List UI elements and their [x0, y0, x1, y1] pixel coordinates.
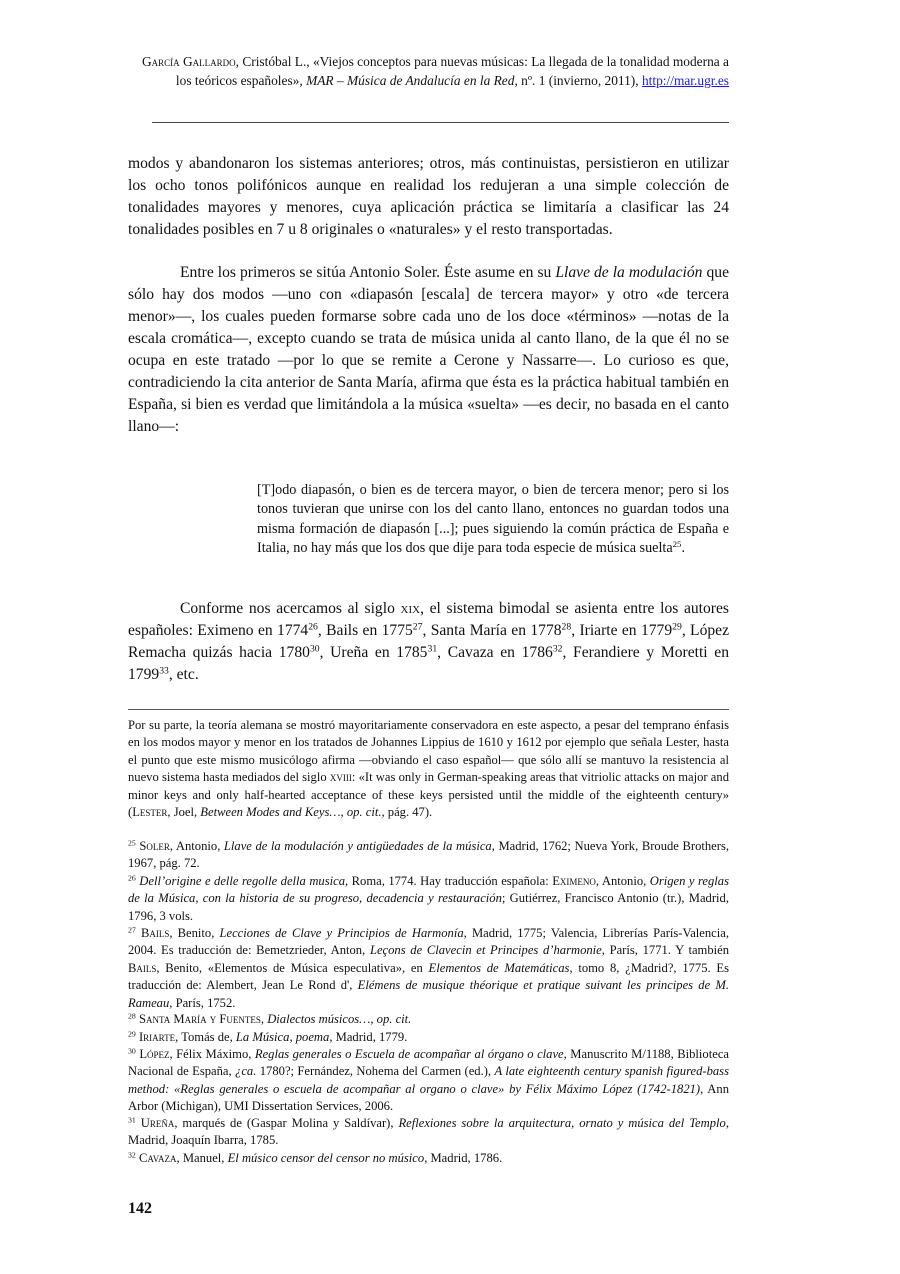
fn25-text-a: , Antonio, [169, 839, 224, 853]
header-link[interactable]: http://mar.ugr.es [641, 73, 729, 88]
fn29-title: La Música, poema [235, 1030, 330, 1044]
footnote-ref-27[interactable]: 27 [412, 621, 423, 633]
fn32-title: El músico censor del censor no músico [227, 1151, 425, 1165]
footnote-29 [128, 1029, 729, 1046]
fn26-title: Dell’origine e delle regolle della musica [139, 874, 345, 888]
footnote-27 [128, 925, 729, 1012]
footnote-continued [128, 717, 729, 821]
fn30-text-d: , Ann Arbor (Michigan), UMI Dissertation Services, 2006. [128, 1081, 729, 1114]
fn32-author: Cavaza [138, 1151, 177, 1165]
paragraph-2 [128, 262, 729, 438]
fn30-title: Reglas generales o Escuela de acompañar al órgano o clave [254, 1047, 564, 1061]
fn30-ca: ¿ca. [235, 1064, 257, 1079]
fn27-text-a: , Benito, [169, 926, 220, 940]
fn30-text-b: , Manuscrito M/1188, Biblioteca Nacional de España, [128, 1047, 729, 1079]
footnote-number: 30 [128, 1046, 136, 1056]
footnote-number: 28 [128, 1011, 136, 1021]
footnote-number: 32 [128, 1150, 136, 1160]
quote-text: [T]odo diapasón, o bien es de tercera mayor, o bien de tercera menor; pero si los tonos tuvieran que unirse con los del canto llano, entonces no guardan todos una misma formación de diapasón [...]; pues siguiendo la común práctica de España e Italia, no hay más que los dos que dije para toda especie de música suelta [257, 482, 729, 557]
fn25-text-b: , Madrid, 1762; Nueva York, Broude Brothers, 1967, pág. 72. [128, 839, 729, 871]
block-quote [257, 481, 729, 559]
fn27-title-2: Leçons de Clavecin et Principes d’harmonie [369, 943, 602, 958]
header-citation: , Cristóbal L., «Viejos conceptos para nuevas músicas: La llegada de la tonalidad moderna a los teóricos españoles», [175, 54, 729, 88]
footnote-ref-31[interactable]: 31 [427, 643, 438, 655]
fn27-text-c: , París, 1771. Y también [601, 943, 730, 958]
century-numeral: xix [400, 600, 421, 617]
fn26-text-b: , Antonio, [595, 874, 650, 888]
header-issue: , nº. 1 (invierno, 2011), [514, 73, 642, 88]
fn27-text-b: , Madrid, 1775; Valencia, Librerías París-Valencia, 2004. Es traducción de: Bemetzrieder, Anton, [128, 926, 729, 958]
footnote-30 [128, 1046, 729, 1116]
fn32-text-a: , Manuel, [176, 1151, 228, 1165]
p3-text-c: , Bails en 1775 [317, 622, 413, 639]
fn-cont-text-b: : «It was only in German-speaking areas that vitriolic attacks on major and minor keys and only half-hearted acceptance of these keys persisted until the middle of the eighteenth century» ( [128, 770, 729, 820]
footnote-divider [128, 709, 729, 710]
footnote-number: 27 [128, 925, 136, 935]
p3-text-d: , Santa María en 1778 [422, 622, 562, 639]
footnote-ref-32[interactable]: 32 [552, 643, 563, 655]
fn29-author: Iriarte [138, 1030, 176, 1044]
fn31-title: Reflexiones sobre la arquitectura, ornato y música del Templo [398, 1116, 726, 1130]
fn26-title-2: Origen y reglas de la Música, con la historia de su progreso, decadencia y restauración [128, 874, 729, 906]
fn28-text-a: , [260, 1012, 268, 1026]
fn31-text-b: , Madrid, Joaquín Ibarra, 1785. [128, 1116, 729, 1148]
running-header [128, 52, 729, 90]
footnote-ref-25[interactable]: 25 [672, 539, 682, 550]
fn27-text-e: , tomo 8, ¿Madrid?, 1775. Es traducción de: Alembert, Jean Le Rond d', [128, 960, 730, 993]
fn-cont-title: Between Modes and Keys…, op. cit. [200, 805, 382, 820]
fn30-text-c: 1780?; Fernández, Nohema del Carmen (ed.), [256, 1064, 495, 1079]
fn27-author-2: Bails [128, 960, 157, 975]
fn26-author: Eximeno [552, 874, 596, 888]
fn26-text-c: ; Gutiérrez, Francisco Antonio (tr.), Madrid, 1796, 3 vols. [128, 891, 729, 923]
footnote-number: 29 [128, 1029, 136, 1039]
fn27-text-d: , Benito, «Elementos de Música especulativa», en [156, 960, 429, 975]
fn-cont-text-c: , Joel, [167, 805, 201, 820]
fn31-text-a: , marqués de (Gaspar Molina y Saldívar), [174, 1116, 399, 1130]
fn29-text-a: , Tomás de, [175, 1030, 236, 1044]
page-number: 142 [128, 1200, 152, 1217]
p3-text-i: , Ferandiere y Moretti en 1799 [128, 644, 729, 683]
fn-cont-text-d: , pág. 47). [381, 805, 433, 820]
footnote-number: 31 [128, 1115, 136, 1125]
soler-title: Llave de la modulación [555, 264, 703, 281]
fn30-author: López [139, 1047, 170, 1061]
p3-text-j: , etc. [168, 666, 199, 683]
quote-end: . [681, 540, 685, 557]
footnote-number: 25 [128, 838, 136, 848]
fn-cont-century: xviii [329, 770, 352, 785]
p3-text-f: , López Remacha quizás hacia 1780 [128, 622, 730, 661]
fn28-author: Santa María y Fuentes [138, 1012, 261, 1026]
fn-cont-author: Lester [132, 805, 168, 820]
p3-text-h: , Cavaza en 1786 [437, 644, 553, 661]
footnote-ref-28[interactable]: 28 [561, 621, 572, 633]
fn28-title: Dialectos músicos…, op. cit. [267, 1012, 412, 1026]
p3-text-a: Conforme nos acercamos al siglo [180, 600, 401, 617]
fn29-text-b: , Madrid, 1779. [329, 1030, 408, 1044]
paragraph-3 [128, 598, 729, 686]
header-divider [152, 122, 729, 123]
fn26-text-a: , Roma, 1774. Hay traducción española: [345, 874, 553, 888]
footnote-ref-30[interactable]: 30 [309, 643, 320, 655]
paragraph-2-text-b: que sólo hay dos modos —uno con «diapasón [escala] de tercera mayor» y otro «de tercera menor»—, los cuales pueden formarse sobre cada uno de los doce «términos» —notas de la escala cromática—, excepto cuando se trata de música unida al canto llano, de la que él no se ocupa en este tratado —por lo que se remite a Cerone y Nassarre—. Lo curioso es que, contradiciendo la cita anterior de Santa María, afirma que ésta es la práctica habitual también en España, si bien es verdad que limitándola a la música «suelta» —es decir, no basada en el canto llano—: [128, 264, 730, 435]
footnote-25 [128, 838, 729, 873]
fn27-title-3: Elementos de Matemáticas [428, 960, 570, 975]
fn27-author: Bails [140, 926, 170, 940]
p3-text-e: , Iriarte en 1779 [571, 622, 673, 639]
paragraph-1: modos y abandonaron los sistemas anteriores; otros, más continuistas, persistieron en utilizar los ocho tonos polifónicos aunque en realidad los redujeran a una simple colección de tonalidades mayores y menores, cuya aplicación práctica se limitaría a clasificar las 24 tonalidades posibles en 7 u 8 originales o «naturales» y el resto transportadas. [128, 155, 729, 238]
footnote-ref-26[interactable]: 26 [308, 621, 318, 633]
footnote-ref-33[interactable]: 33 [159, 665, 169, 677]
footnote-32 [128, 1150, 729, 1167]
footnote-26 [128, 873, 729, 925]
fn31-author: Ureña [140, 1116, 175, 1130]
p3-text-g: , Ureña en 1785 [319, 644, 428, 661]
header-journal: MAR – Música de Andalucía en la Red [306, 73, 515, 88]
fn30-text-a: , Félix Máximo, [169, 1047, 255, 1061]
fn25-author: Soler [139, 839, 170, 853]
fn27-title: Lecciones de Clave y Principios de Harmonía [219, 926, 464, 940]
fn27-text-f: , París, 1752. [169, 995, 236, 1010]
fn30-title-2: A late eighteenth century spanish figured-bass method: «Reglas generales o escuela de acompañar al organo o clave» by Félix Máximo López (1742-1821) [128, 1064, 729, 1096]
header-author: García Gallardo [141, 54, 236, 69]
paragraph-2-text: Entre los primeros se sitúa Antonio Soler. Éste asume en su [180, 264, 556, 281]
footnote-28 [128, 1011, 729, 1028]
fn27-title-4: Elémens de musique théorique et pratique suivant les principes de M. Rameau [128, 978, 729, 1010]
p3-text-b: , el sistema bimodal se asienta entre los autores españoles: Eximeno en 1774 [128, 600, 729, 639]
fn32-text-b: , Madrid, 1786. [424, 1151, 503, 1165]
fn25-title: Llave de la modulación y antigüedades de la música [223, 839, 492, 853]
footnote-number: 26 [128, 873, 136, 883]
footnote-ref-29[interactable]: 29 [672, 621, 682, 633]
footnote-31 [128, 1115, 729, 1150]
fn-cont-text-a: Por su parte, la teoría alemana se mostró mayoritariamente conservadora en este aspecto, a pesar del temprano énfasis en los modos mayor y menor en los tratados de Johannes Lippius de 1610 y 1612 por ejemplo que señala Lester, hasta el punto que este mismo musicólogo afirma —obviando el caso español— que sólo allí se mantuvo la resistencia al nuevo sistema hasta mediados del siglo [128, 718, 729, 785]
